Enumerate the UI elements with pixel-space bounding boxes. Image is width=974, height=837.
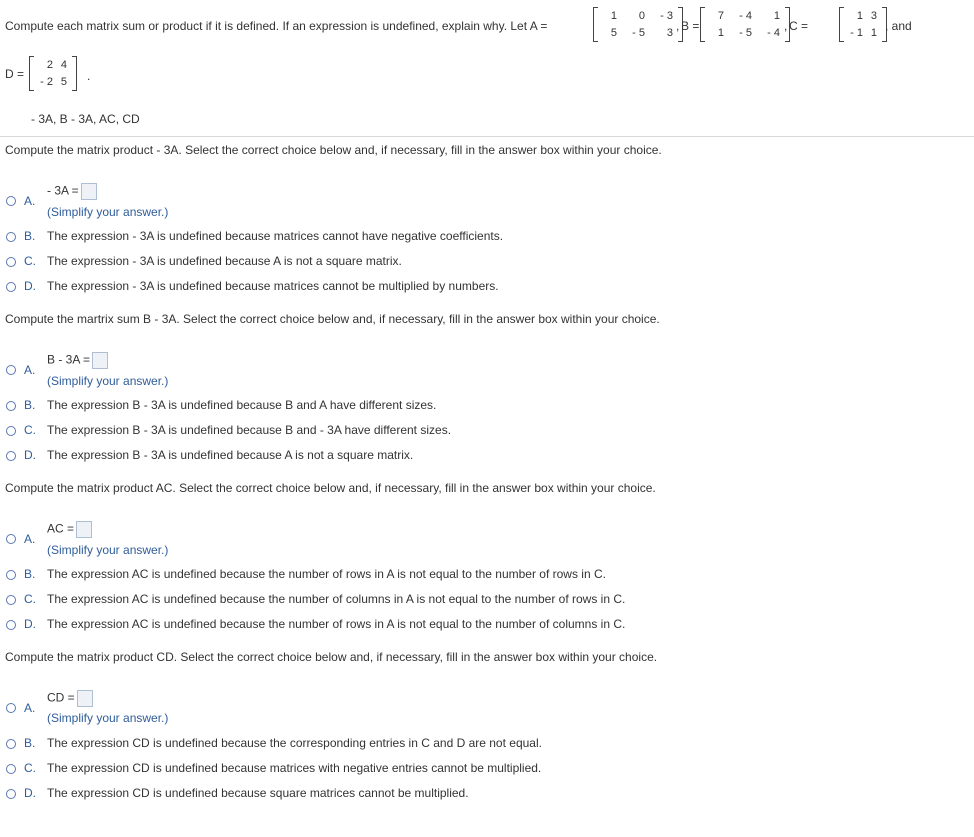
- option-d-radio-2[interactable]: [6, 451, 16, 461]
- option-a-letter: A.: [24, 701, 36, 715]
- option-c-letter: C.: [24, 592, 36, 606]
- option-c-letter: C.: [24, 254, 36, 268]
- expressions-list: - 3A, B - 3A, AC, CD: [31, 112, 140, 126]
- option-a-letter: A.: [24, 532, 36, 546]
- matrix-a-cell: 3: [666, 26, 673, 39]
- option-d-text-1: The expression - 3A is undefined because matrices cannot be multiplied by numbers.: [47, 279, 499, 293]
- option-c-text-1: The expression - 3A is undefined because A is not a square matrix.: [47, 254, 402, 268]
- option-c-radio-2[interactable]: [6, 426, 16, 436]
- matrix-a-cell: 1: [610, 9, 617, 22]
- answer-label-text: CD =: [47, 690, 75, 705]
- question-1-prompt: Compute the matrix product - 3A. Select the correct choice below and, if necessary, fill in the answer box within your choice.: [5, 143, 662, 157]
- option-d-radio-4[interactable]: [6, 789, 16, 799]
- option-b-radio-1[interactable]: [6, 232, 16, 242]
- matrix-d-cell: 5: [60, 75, 67, 88]
- comma: ,: [676, 19, 680, 33]
- hint-1: (Simplify your answer.): [47, 205, 169, 219]
- answer-box-1[interactable]: [81, 183, 97, 200]
- option-b-letter: B.: [24, 567, 36, 581]
- option-c-radio-4[interactable]: [6, 764, 16, 774]
- option-c-text-3: The expression AC is undefined because the number of columns in A is not equal to the number of rows in C.: [47, 592, 626, 606]
- option-b-radio-4[interactable]: [6, 739, 16, 749]
- option-d-letter: D.: [24, 448, 36, 462]
- option-a-radio-2[interactable]: [6, 365, 16, 375]
- option-b-letter: B.: [24, 398, 36, 412]
- option-b-radio-3[interactable]: [6, 570, 16, 580]
- answer-box-3[interactable]: [76, 521, 92, 538]
- matrix-c-cell: 1: [870, 26, 877, 39]
- hint-3: (Simplify your answer.): [47, 543, 169, 557]
- matrix-a: [593, 7, 683, 42]
- answer-label-1: [47, 183, 97, 200]
- comma: ,: [784, 19, 788, 33]
- matrix-a-cell: 5: [610, 26, 617, 39]
- option-d-letter: D.: [24, 617, 36, 631]
- hint-4: (Simplify your answer.): [47, 711, 169, 725]
- matrix-b-cell: 7: [717, 9, 724, 22]
- matrix-d-cell: - 2: [40, 75, 53, 88]
- matrix-c-cell: - 1: [850, 26, 863, 39]
- question-4-prompt: Compute the matrix product CD. Select the correct choice below and, if necessary, fill in the answer box within your choice.: [5, 650, 658, 664]
- matrix-c-cell: 3: [870, 9, 877, 22]
- option-a-radio-3[interactable]: [6, 534, 16, 544]
- label-b: B =: [681, 19, 700, 33]
- option-b-letter: B.: [24, 736, 36, 750]
- matrix-a-cell: 0: [638, 9, 645, 22]
- answer-label-text: AC =: [47, 521, 75, 536]
- matrix-b: [700, 7, 790, 42]
- option-b-text-1: The expression - 3A is undefined because matrices cannot have negative coefficients.: [47, 229, 504, 243]
- matrix-d-cell: 4: [60, 58, 67, 71]
- matrix-b-cell: - 5: [739, 26, 752, 39]
- option-c-radio-1[interactable]: [6, 257, 16, 267]
- option-c-letter: C.: [24, 761, 36, 775]
- option-d-radio-3[interactable]: [6, 620, 16, 630]
- matrix-a-cell: - 3: [660, 9, 673, 22]
- option-b-text-2: The expression B - 3A is undefined because B and A have different sizes.: [47, 398, 437, 412]
- label-c: C =: [789, 19, 809, 33]
- matrix-b-cell: - 4: [767, 26, 780, 39]
- option-d-letter: D.: [24, 786, 36, 800]
- option-c-letter: C.: [24, 423, 36, 437]
- option-b-radio-2[interactable]: [6, 401, 16, 411]
- matrix-b-cell: 1: [773, 9, 780, 22]
- option-d-text-4: The expression CD is undefined because square matrices cannot be multiplied.: [47, 786, 469, 800]
- option-c-text-4: The expression CD is undefined because matrices with negative entries cannot be multiplied.: [47, 761, 542, 775]
- question-2-prompt: Compute the martrix sum B - 3A. Select the correct choice below and, if necessary, fill in the answer box within your choice.: [5, 312, 660, 326]
- matrix-b-cell: 1: [717, 26, 724, 39]
- option-a-radio-4[interactable]: [6, 703, 16, 713]
- option-a-radio-1[interactable]: [6, 196, 16, 206]
- answer-box-4[interactable]: [77, 690, 93, 707]
- answer-label-4: [47, 690, 93, 707]
- answer-box-2[interactable]: [92, 352, 108, 369]
- question-3-prompt: Compute the matrix product AC. Select the correct choice below and, if necessary, fill in the answer box within your choice.: [5, 481, 656, 495]
- option-c-text-2: The expression B - 3A is undefined because B and - 3A have different sizes.: [47, 423, 452, 437]
- hint-2: (Simplify your answer.): [47, 374, 169, 388]
- option-d-text-2: The expression B - 3A is undefined because A is not a square matrix.: [47, 448, 414, 462]
- divider: [0, 136, 974, 137]
- answer-label-text: - 3A =: [47, 183, 79, 198]
- answer-label-text: B - 3A =: [47, 352, 91, 367]
- option-a-letter: A.: [24, 363, 36, 377]
- option-d-letter: D.: [24, 279, 36, 293]
- intro-text: Compute each matrix sum or product if it is defined. If an expression is undefined, explain why. Let A =: [5, 19, 548, 33]
- option-b-text-3: The expression AC is undefined because the number of rows in A is not equal to the number of rows in C.: [47, 567, 606, 581]
- matrix-d-cell: 2: [46, 58, 53, 71]
- option-b-letter: B.: [24, 229, 36, 243]
- option-d-radio-1[interactable]: [6, 282, 16, 292]
- option-c-radio-3[interactable]: [6, 595, 16, 605]
- label-d: D =: [5, 67, 25, 81]
- matrix-c-cell: 1: [856, 9, 863, 22]
- matrix-a-cell: - 5: [632, 26, 645, 39]
- option-d-text-3: The expression AC is undefined because the number of rows in A is not equal to the number of columns in C.: [47, 617, 626, 631]
- answer-label-3: [47, 521, 92, 538]
- period: .: [87, 69, 91, 83]
- answer-label-2: [47, 352, 108, 369]
- matrix-d: [29, 56, 77, 91]
- and-text: , and: [885, 19, 912, 33]
- matrix-b-cell: - 4: [739, 9, 752, 22]
- matrix-c: [839, 7, 887, 42]
- option-a-letter: A.: [24, 194, 36, 208]
- option-b-text-4: The expression CD is undefined because the corresponding entries in C and D are not equal.: [47, 736, 542, 750]
